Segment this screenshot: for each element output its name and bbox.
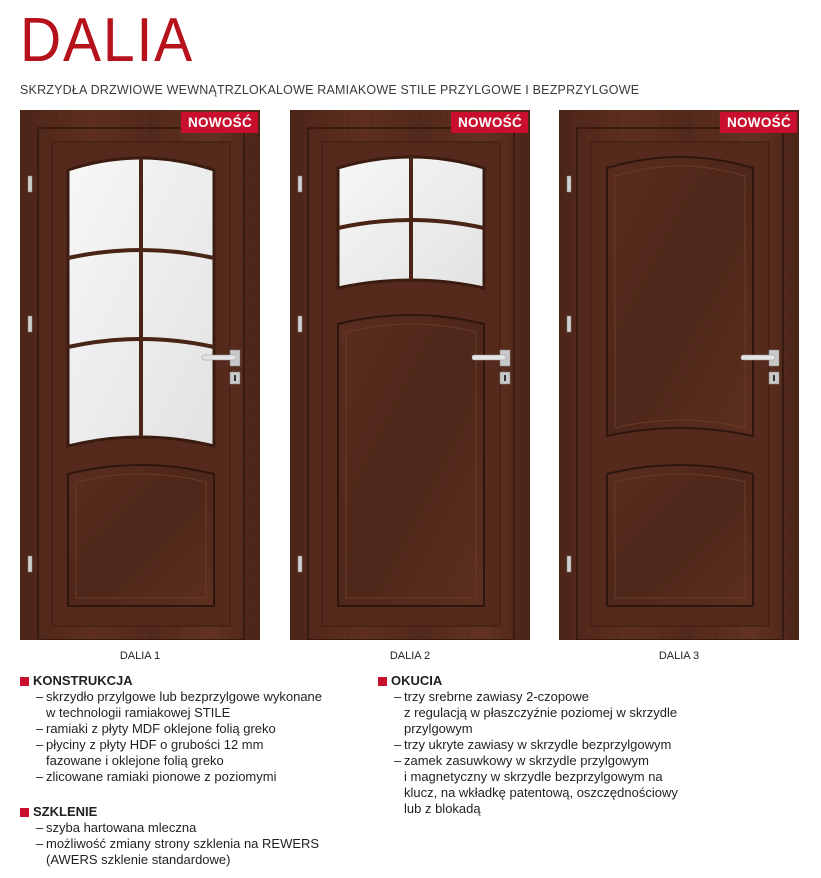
list-item: – szyba hartowana mleczna [36, 820, 197, 835]
door-caption-2: DALIA 2 [389, 650, 431, 662]
list-item: – płyciny z płyty HDF o grubości 12 mm fazowane i oklejone folią greko [36, 737, 264, 768]
list-item: – zlicowane ramiaki pionowe z poziomymi [36, 769, 277, 784]
door-caption-1: DALIA 1 [119, 650, 161, 662]
section-heading: OKUCIA [378, 673, 778, 689]
door-dalia-2[interactable] [290, 110, 530, 640]
door-dalia-3[interactable] [559, 110, 799, 640]
page-title: DALIA [20, 6, 195, 75]
section-szklenie [20, 804, 380, 868]
section-heading: SZKLENIE [20, 804, 380, 820]
section-konstrukcja [20, 673, 380, 785]
section-okucia [378, 673, 778, 817]
page-subtitle: SKRZYDŁA DRZWIOWE WEWNĄTRZLOKALOWE RAMIAKOWE STILE PRZYLGOWE I BEZPRZYLGOWE [20, 83, 640, 97]
list-item: – możliwość zmiany strony szklenia na REWERS (AWERS szklenie standardowe) [36, 836, 320, 867]
bullet-square-icon [378, 677, 387, 686]
new-badge: NOWOŚĆ [720, 112, 797, 133]
door-caption-3: DALIA 3 [658, 650, 700, 662]
bullet-square-icon [20, 677, 29, 686]
bullet-square-icon [20, 808, 29, 817]
new-badge: NOWOŚĆ [451, 112, 528, 133]
list-item: – zamek zasuwkowy w skrzydle przylgowym i magnetyczny w skrzydle bezprzylgowym na klucz, na wkładkę patentową, oszczędnościowy lub z blokadą [394, 753, 678, 816]
list-item: – trzy srebrne zawiasy 2-czopowe z regulacją w płaszczyźnie poziomej w skrzydle przylgowym [394, 689, 678, 736]
section-heading: KONSTRUKCJA [20, 673, 380, 689]
door-dalia-1[interactable] [20, 110, 260, 640]
list-item: – trzy ukryte zawiasy w skrzydle bezprzylgowym [394, 737, 672, 752]
list-item: – ramiaki z płyty MDF oklejone folią greko [36, 721, 276, 736]
list-item: – skrzydło przylgowe lub bezprzylgowe wykonane w technologii ramiakowej STILE [36, 689, 323, 720]
new-badge: NOWOŚĆ [181, 112, 258, 133]
